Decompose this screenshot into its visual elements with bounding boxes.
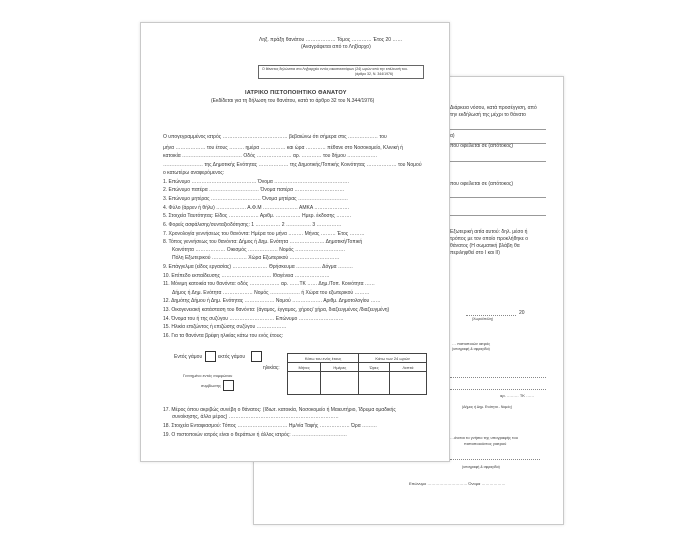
notice-line-2: (άρθρο 32, Ν. 344/1976) [355, 72, 394, 76]
address-line: αρ. ……… ΤΚ …… [500, 393, 535, 398]
certifying-doctor-label: … πιστοποιών ιατρός [452, 341, 491, 346]
days-cell[interactable] [321, 372, 359, 395]
field-spouse: 14. Όνομα του ή της συζύγου ……………………… Επώνυμο ……………………… [163, 316, 344, 322]
address-caption: (Δήμος ή Δημ. Ενότητα - Νομός) [462, 405, 513, 409]
registry-note: (Αναγράφεται από το Ληξίαρχο) [301, 44, 371, 50]
external-cause-2: τρόπος με τον οποίο προκλήθηκε ο [450, 236, 529, 242]
doctor-signature-caption: (υπογραφή & σφραγίδα) [452, 347, 490, 351]
date-year-prefix: 20 [519, 310, 525, 316]
out-of-wedlock-checkbox[interactable] [251, 351, 262, 362]
place-caption: (Χωριό/πόλη) [472, 317, 494, 321]
field-sex: 4. Φύλο (άρρεν ή θήλυ) ……………… Α.Φ.Μ ………………… ΑΜΚΑ ………………… [163, 205, 350, 211]
months-cell[interactable] [288, 372, 321, 395]
minutes-header: Λεπτά [389, 363, 426, 372]
cohabitation-checkbox[interactable] [223, 380, 234, 391]
field-residence: 11. Μόνιμη κατοικία του θανόντα: οδός ……………… αρ. ……ΤΚ …… Δημ./Τοπ. Κοινότητα …… [163, 281, 375, 287]
days-header: Ημέρες [321, 363, 359, 372]
field-education: 10. Επίπεδο εκπαίδευσης ………………………… Ιθαγένεια ………………… [163, 273, 330, 279]
field-birthplace-2: Κοινότητα ……………… Οικισμός ……………… Νομός ………………………… [172, 247, 346, 253]
field-father: 2. Επώνυμο πατέρα ………………………… Όνομα πατέρα ………………………… [163, 187, 345, 193]
field-surname: 1. Επώνυμο ………………………………… Όνομα ……………………………………… [163, 179, 350, 185]
infant-age-table [287, 353, 427, 395]
intro-line-4: …………………… της Δημοτικής Ενότητας ……………… της Δημοτικής/Τοπικής Κοινότητας ……………… του Νομού [163, 162, 422, 168]
in-wedlock-label: Εντός γάμου [174, 354, 203, 360]
front-page [140, 22, 450, 462]
intro-line-3: κατοικία ……………………………… Οδός ………………… αρ. ………… του δήμου ……………… [163, 153, 378, 159]
external-cause-3: θάνατος (Η σωματική βλάβη θα [450, 243, 520, 249]
minutes-cell[interactable] [389, 372, 426, 395]
due-to-label-1: που οφείλεται σε (απότοκος) [450, 143, 514, 149]
field-residence-2: Δήμος ή Δημ. Ενότητα ……………… Νομός ……………… ή Χώρα του εξωτερικού ……… [172, 290, 370, 296]
external-cause-4: περιληφθεί στο I και II) [450, 250, 500, 256]
field-spouse-age: 15. Ηλικία επιζώντος ή επιζώσης συζύγου ……………… [163, 324, 287, 330]
in-wedlock-checkbox[interactable] [205, 351, 216, 362]
hours-header: Ώρες [359, 363, 390, 372]
out-of-wedlock-label: εκτός γάμου [218, 354, 246, 360]
intro-line-2: μήνα ……………… του έτους ……… ημέρα …………… και ώρα ………… πέθανε στο Νοσοκομείο, Κλινική ή [163, 145, 404, 151]
field-insurance: 6. Φορείς ασφάλισης/συνταξιοδότησης: 1 …………… 2 …………… 3 …………… [163, 222, 342, 228]
intro-line-1: Ο υπογεγραμμένος ιατρός ………………………………… βεβαιώνω ότι σήμερα στις ……………… του [163, 134, 387, 140]
notice-box [258, 65, 424, 79]
field-marital: 13. Οικογενειακή κατάσταση του θανόντα: (άγαμος, έγγαμος, χήρος/ χήρα, διαζευγμένος /διαζευγμένη) [163, 307, 390, 313]
field-birthplace-3: Πόλη Εξωτερικού ………………… Χώρα Εξωτερικού ………………………… [172, 255, 340, 261]
field-place-of-death-2: συνοίκησης, άλλο μέρος) ………………………………………………………… [172, 414, 339, 420]
field-infant: 16. Για τα θανόντα βρέφη ηλικίας κάτω του ενός έτους: [163, 333, 284, 339]
stamp-caption: (υπογραφή & σφραγίδα) [462, 465, 500, 469]
page-subtitle: (Εκδίδεται για τη δήλωση του θανάτου, κατά το άρθρο 32 του Ν.344/1976) [211, 98, 375, 104]
field-birthdate: 7. Χρονολογία γεννήσεως του θανόντα: Ημέρα του μήνα ……… Μήνας ……… Έτος ……… [163, 231, 365, 237]
under-one-year-header: Κάτω του ενός έτους [288, 354, 359, 363]
duration-label-2: την εκδήλωσή της μέχρι το θάνατο [450, 112, 526, 118]
field-mother: 3. Επώνυμο μητέρας ………………………… Όνομα μητέρας ………………………… [163, 196, 348, 202]
field-id: 5. Στοιχεία Ταυτότητας: Είδος ……………… Αριθμ. …………… Ημερ. έκδοσης ……… [163, 213, 352, 219]
intro-line-5: ο κατωτέρω αναφερόμενος: [163, 170, 225, 176]
witness-line-2: πιστοποιούντος γιατρού [464, 441, 507, 446]
field-doctor-type: 19. Ο πιστοποιών ιατρός είναι ο θεράπων ή άλλος ιατρός: …………………………… [163, 432, 348, 438]
duration-label-1: Διάρκεια νόσου, κατά προσέγγιση, από [450, 105, 537, 111]
field-municipal: 12. Δημότης Δήμου ή Δημ. Ενότητας ……………… Νομού ……………… Αριθμ. Δημοτολογίου …… [163, 298, 381, 304]
age-label: ηλικίας: [263, 365, 280, 371]
months-header: Μήνες [288, 363, 321, 372]
registry-line: Ληξ. πράξη θανάτου ……………… Τόμος ………… Έτος 20 …… [259, 37, 403, 43]
cohabitation-label-1: Γεννημένο εντός συμφώνου [183, 373, 233, 378]
cohabitation-label-2: συμβίωσης [201, 383, 221, 388]
external-cause-1: Εξωτερική αιτία αυτού: δηλ. μέσο ή [450, 229, 528, 235]
under-24-hours-header: Κάτω των 24 ωρών [359, 354, 427, 363]
field-occupation: 9. Επάγγελμα (είδος εργασίας) ………………… Θρήσκευμα …………… Δόγμα ……… [163, 264, 353, 270]
due-to-label-2: που οφείλεται σε (απότοκος) [450, 181, 514, 187]
field-burial: 18. Στοιχεία Ενταφιασμού: Τόπος ………………………… Ημ/νία Ταφής ……………… Ώρα ……… [163, 423, 378, 429]
field-birthplace: 8. Τόπος γεννήσεως του θανόντα: Δήμος ή Δημ. Ενότητα ………………… Δημοτική/Τοπική [163, 239, 363, 245]
name-line: Επώνυμο ………………………… Όνομα ……………… [409, 481, 506, 486]
page-title: ΙΑΤΡΙΚΟ ΠΙΣΤΟΠΟΙΗΤΙΚΟ ΘΑΝΑΤΟΥ [245, 90, 347, 96]
notice-line-1: Ο θάνατος δηλώνεται στο Ληξιαρχείο εντός εικοσιτεσσάρων (24) ωρών από την επέλευσή του. [262, 67, 408, 71]
hours-cell[interactable] [359, 372, 390, 395]
cause-a-label: α) [450, 133, 455, 139]
field-place-of-death: 17. Μέρος όπου ακριβώς συνέβη ο θάνατος: (Ιδιωτ. κατοικία, Νοσοκομείο ή Μαιευτήριο, Ίδρυμα ομαδικής [163, 407, 396, 413]
witness-line-1: …όνεται το γνήσιο της υπογραφής του [450, 435, 518, 440]
